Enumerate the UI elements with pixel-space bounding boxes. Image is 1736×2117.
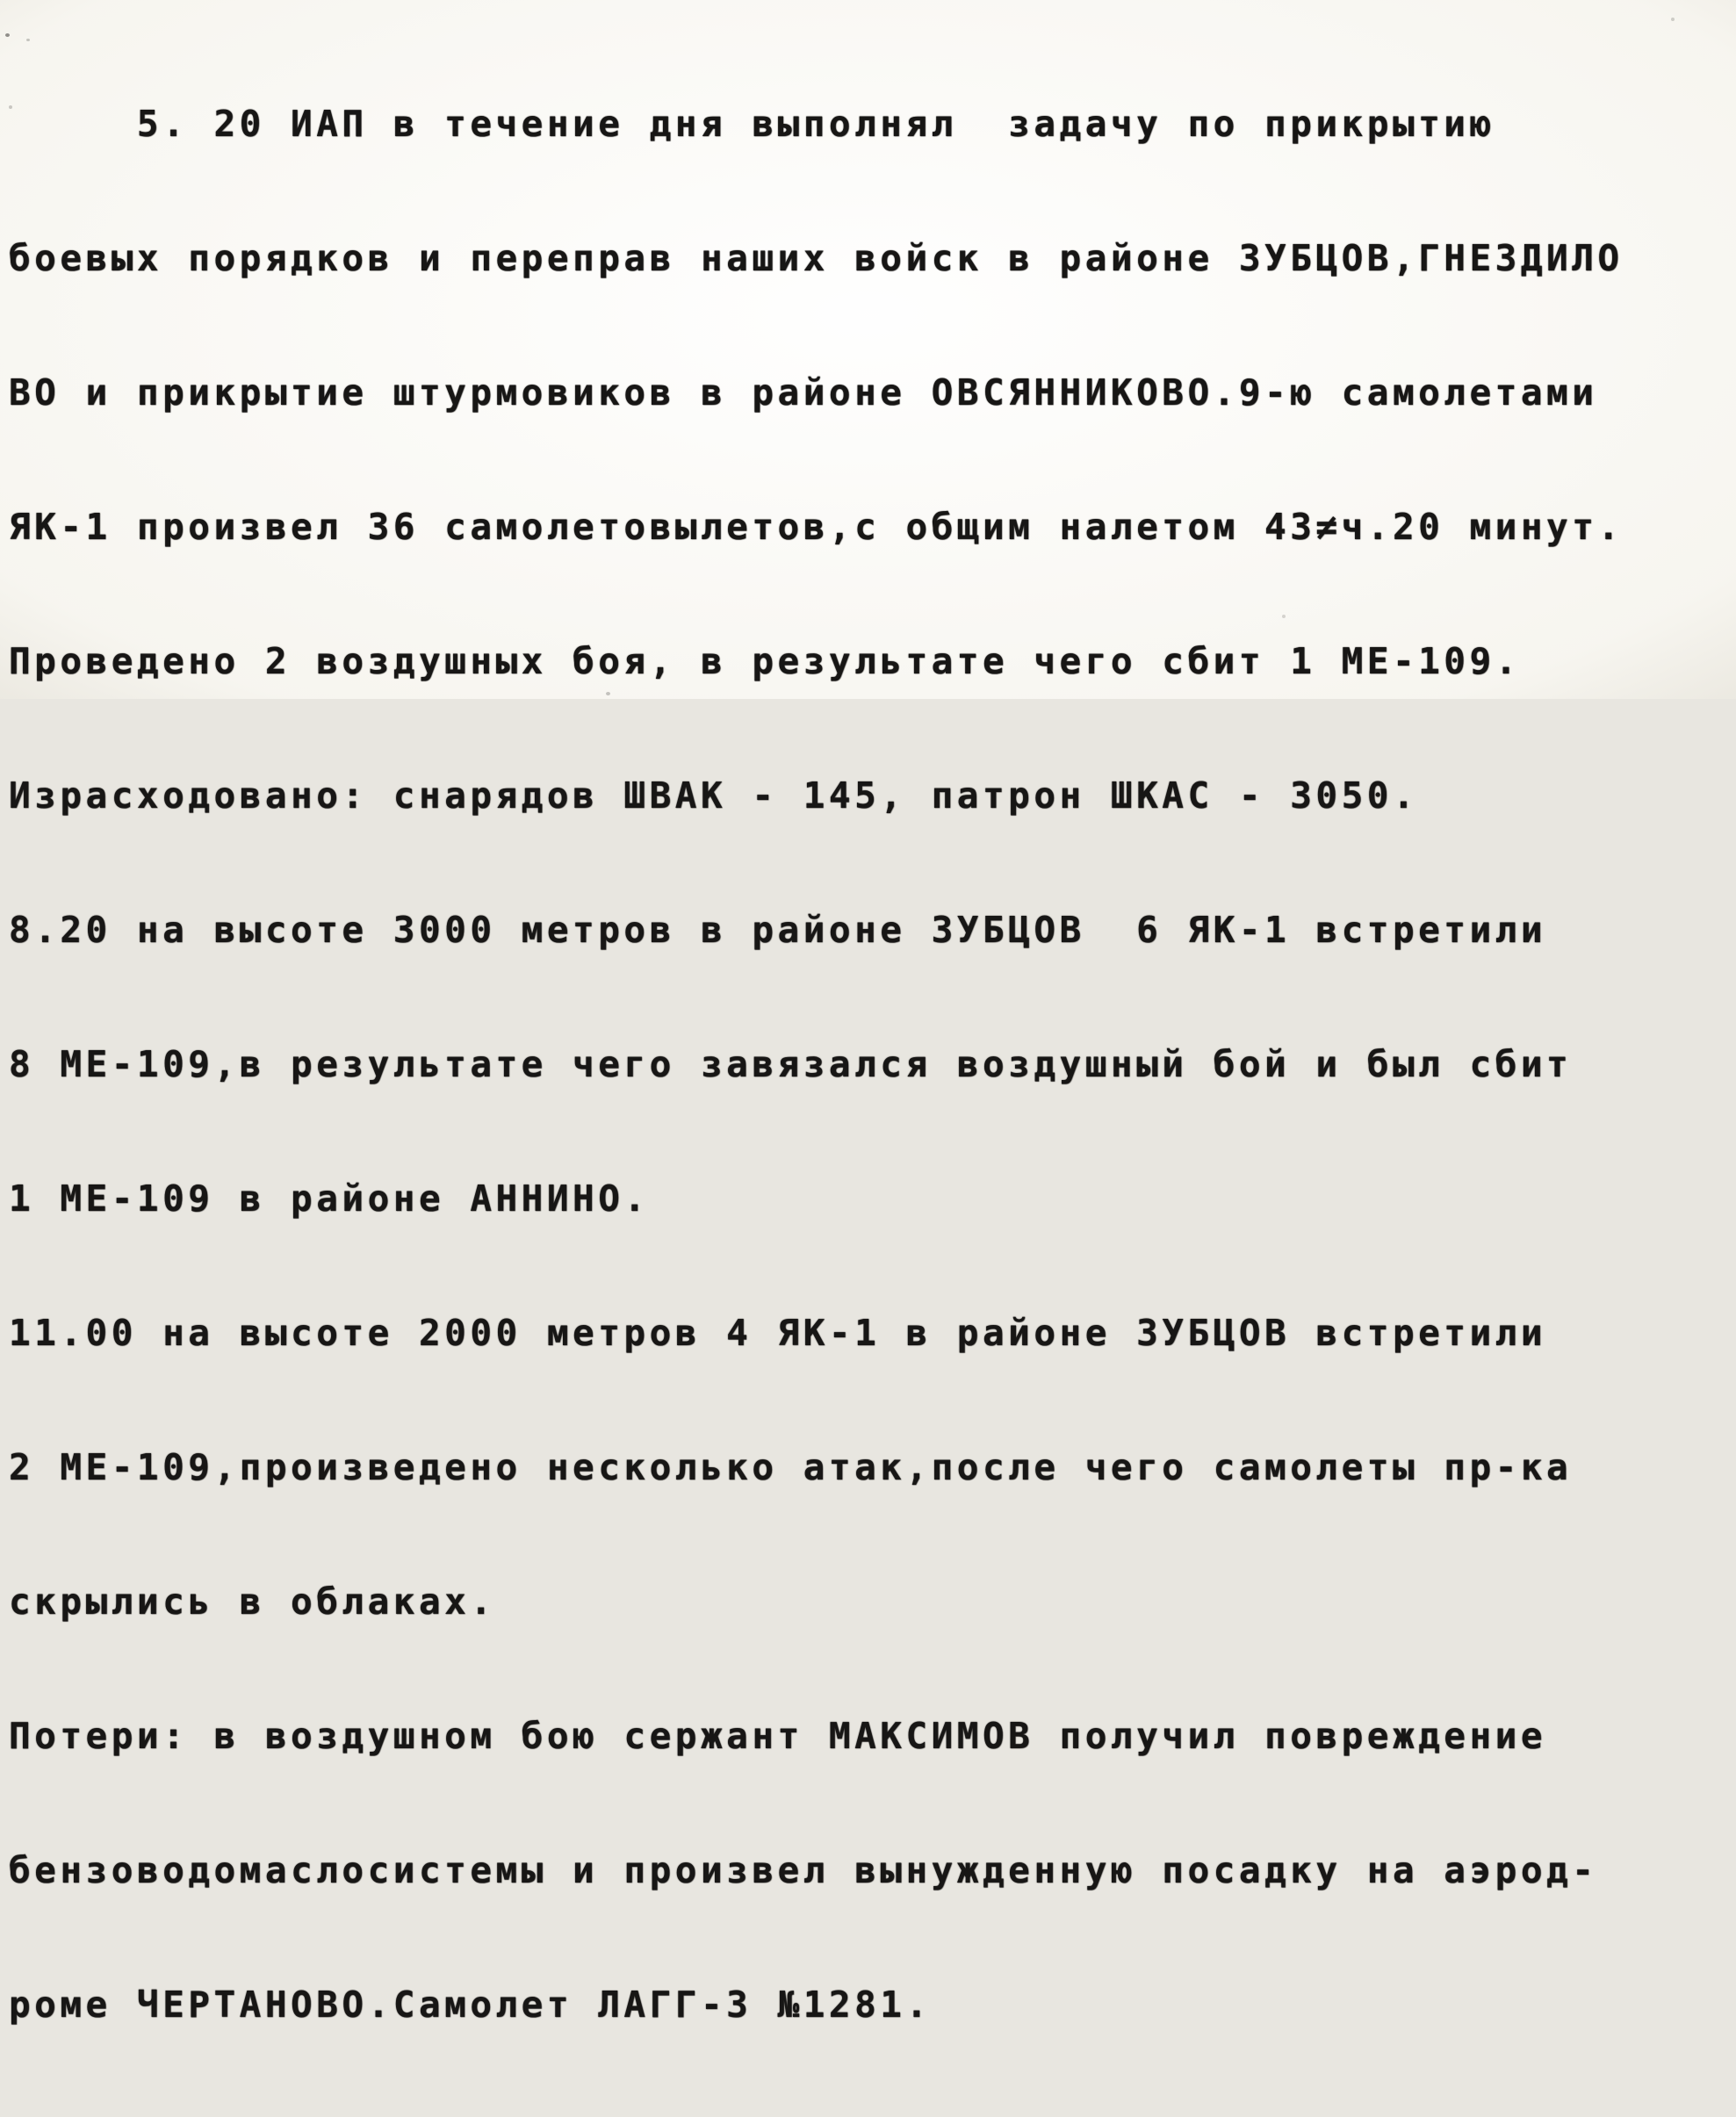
document-line: Проведено 2 воздушных боя, в результате чего сбит 1 МЕ-109. — [9, 640, 1521, 682]
document-line: 8 МЕ-109,в результате чего завязался воздушный бой и был сбит — [9, 1043, 1573, 1085]
document-line: Израсходовано: снарядов ШВАК - 145, патрон ШКАС - 3050. — [9, 774, 1419, 817]
document-line: 5. 20 ИАП в течение дня выполнял задачу по прикрытию — [9, 103, 1495, 145]
document-line: Потери: в воздушном бою сержант МАКСИМОВ получил повреждение — [9, 1715, 1547, 1757]
document-line: ВО и прикрытие штурмовиков в районе ОВСЯННИКОВО.9-ю самолетами — [9, 371, 1598, 414]
document-line: бензоводомаслосистемы и произвел вынужденную посадку на аэрод- — [9, 1849, 1598, 1891]
document-line: 8.20 на высоте 3000 метров в районе ЗУБЦОВ 6 ЯК-1 встретили — [9, 909, 1547, 951]
scan-noise-speck — [606, 692, 610, 695]
document-line: 2 МЕ-109,произведено несколько атак,после чего самолеты пр-ка — [9, 1446, 1573, 1488]
document-line: боевых порядков и переправ наших войск в районе ЗУБЦОВ,ГНЕЗДИЛО — [9, 237, 1624, 279]
scan-noise-speck — [1282, 615, 1286, 618]
scan-noise-speck — [26, 39, 30, 41]
scan-noise-speck — [9, 105, 12, 109]
document-line: ЯК-1 произвел 36 самолетовылетов,с общим налетом 43≠ч.20 минут. — [9, 506, 1624, 548]
report-text-block — [9, 12, 1736, 2117]
document-line: 11.00 на высоте 2000 метров 4 ЯК-1 в районе ЗУБЦОВ встретили — [9, 1312, 1547, 1354]
document-line: 1 МЕ-109 в районе АННИНО. — [9, 1177, 650, 1220]
scan-noise-speck — [5, 33, 10, 37]
document-line: роме ЧЕРТАНОВО.Самолет ЛАГГ-3 №1281. — [9, 1984, 932, 2026]
scan-noise-speck — [1671, 18, 1675, 21]
document-line: скрылись в облаках. — [9, 1581, 496, 1623]
